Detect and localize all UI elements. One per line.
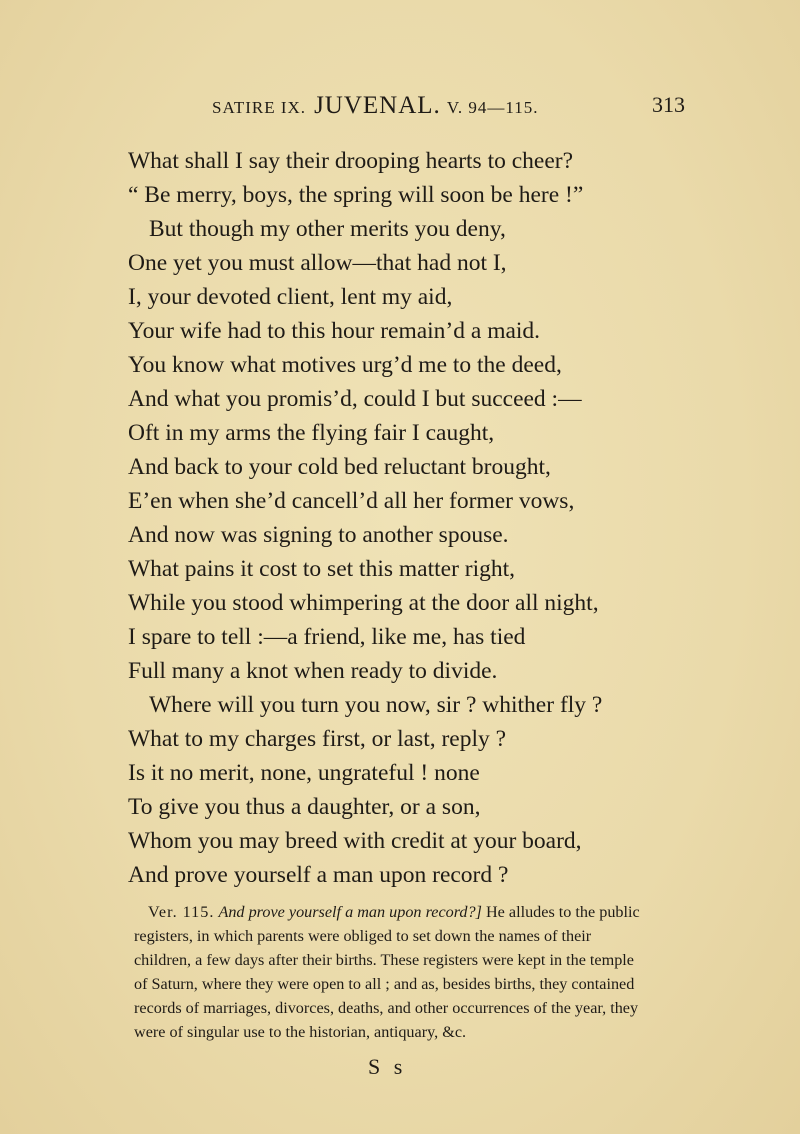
author-name: JUVENAL. <box>314 92 441 119</box>
signature-mark: S s <box>368 1054 407 1079</box>
poem-line: But though my other merits you deny, <box>149 216 506 242</box>
poem-line: And what you promis’d, could I but succeed :— <box>128 386 582 412</box>
poem-line: While you stood whimpering at the door all night, <box>128 590 599 616</box>
footnote-line: records of marriages, divorces, deaths, and other occurrences of the year, they <box>134 999 639 1017</box>
poem-line: You know what motives urg’d me to the deed, <box>128 352 562 378</box>
poem-line: To give you thus a daughter, or a son, <box>128 794 481 820</box>
poem-line: “ Be merry, boys, the spring will soon be here !” <box>128 182 584 208</box>
poem-line: What to my charges first, or last, reply ? <box>128 726 507 752</box>
footnote-line: of Saturn, where they were open to all ; and as, besides births, they contained <box>134 975 635 993</box>
poem-line: Whom you may breed with credit at your board, <box>128 828 582 854</box>
poem-line: What pains it cost to set this matter right, <box>128 556 516 582</box>
poem-line: What shall I say their drooping hearts to cheer? <box>128 148 574 174</box>
page-number: 313 <box>652 92 685 117</box>
poem-line: One yet you must allow—that had not I, <box>128 250 507 276</box>
poem-line: E’en when she’d cancell’d all her former vows, <box>128 488 575 514</box>
poem-line: Where will you turn you now, sir ? whither fly ? <box>149 692 603 718</box>
poem-line: And now was signing to another spouse. <box>128 522 509 548</box>
footnote <box>134 900 664 1044</box>
poem-line: And back to your cold bed reluctant brought, <box>128 454 551 480</box>
footnote-line: registers, in which parents were obliged to set down the names of their <box>134 927 592 945</box>
poem-line: Is it no merit, none, ungrateful ! none <box>128 760 480 786</box>
poem-line: Full many a knot when ready to divide. <box>128 658 498 684</box>
footnote-lemma: And prove yourself a man upon record?] <box>218 903 482 921</box>
footnote-text: He alludes to the public <box>485 903 640 921</box>
footnote-line: children, a few days after their births. These registers were kept in the temple <box>134 951 634 969</box>
verse-range: V. 94—115. <box>446 98 539 117</box>
poem-line: And prove yourself a man upon record ? <box>128 862 509 888</box>
footnote-label: Ver. 115. <box>148 903 215 921</box>
running-header <box>0 92 800 126</box>
poem-line: I spare to tell :—a friend, like me, has tied <box>128 624 526 650</box>
poem-line: I, your devoted client, lent my aid, <box>128 284 453 310</box>
satire-label: SATIRE IX. <box>212 98 307 117</box>
poem-line: Oft in my arms the flying fair I caught, <box>128 420 495 446</box>
header-title <box>212 92 539 120</box>
poem-line: Your wife had to this hour remain’d a maid. <box>128 318 541 344</box>
footnote-line: were of singular use to the historian, antiquary, &c. <box>134 1023 467 1041</box>
footnote-first-line <box>148 900 664 924</box>
